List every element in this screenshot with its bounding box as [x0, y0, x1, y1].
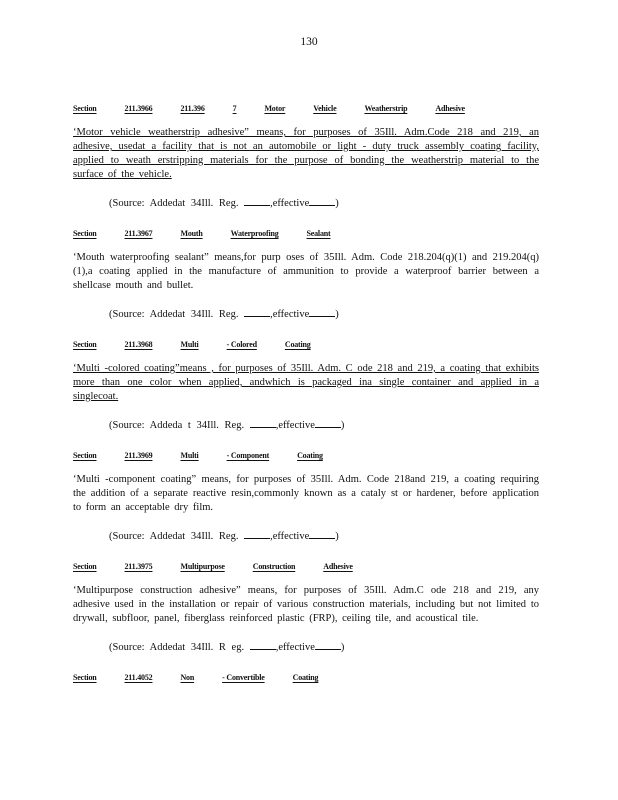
section-heading	[73, 340, 539, 349]
source-note: (Source: Addedat 34Ill. Reg. ,effective )	[109, 309, 339, 320]
source-word: 34Ill.	[190, 198, 219, 209]
heading-word: - Component	[226, 451, 270, 460]
source-note: (Source: Addedat 34Ill. Reg. ,effective )	[109, 198, 339, 209]
heading-word: Coating	[297, 451, 323, 460]
source-word: effective	[272, 309, 310, 320]
definition-paragraph	[73, 362, 539, 404]
heading-word: Construction	[252, 562, 296, 571]
source-word: 34Ill.	[196, 420, 225, 431]
source-note: (Source: Addedat 34Ill. R eg. ,effective )	[109, 642, 345, 653]
source-word: (Source:	[109, 198, 150, 209]
heading-word: 211.3969	[124, 451, 153, 460]
section-2	[73, 229, 539, 320]
source-note: (Source: Addeda t 34Ill. Reg. ,effective )	[109, 420, 345, 431]
blank-line	[309, 529, 335, 539]
source-word: effective	[272, 531, 310, 542]
heading-word: Weatherstrip	[364, 104, 408, 113]
definition-text: ‘Multi -colored coating”means , for purposes of 35Ill. Adm. C ode 218 and 219, a coating that exhibits more than one color when applied, andwhich is packaged ina single container and applied in a singlecoat.	[73, 363, 539, 402]
source-word: Reg.	[218, 198, 245, 209]
section-heading	[73, 229, 539, 238]
heading-word: Adhesive	[435, 104, 465, 113]
blank-line	[244, 529, 270, 539]
source-word: Addedat	[149, 198, 191, 209]
blank-line	[315, 640, 341, 650]
source-word: Addedat	[149, 531, 191, 542]
heading-word: - Colored	[226, 340, 257, 349]
source-word: Reg.	[218, 309, 245, 320]
heading-word: 211.3966	[124, 104, 153, 113]
heading-word: Waterproofing	[230, 229, 279, 238]
source-word: Reg.	[224, 420, 250, 431]
source-word: (Source:	[109, 642, 150, 653]
source-note: (Source: Addedat 34Ill. Reg. ,effective )	[109, 531, 339, 542]
source-word: effective	[278, 420, 315, 431]
source-word: (Source:	[109, 309, 150, 320]
definition-text: ‘Motor vehicle weatherstrip adhesive” means, for purposes of 35Ill. Adm.Code 218 and 219, an adhesive, usedat a facility that is not an automobile or light - duty truck assembly coating facility, applied to weath erstripping materials for the purpose of bonding the weatherstrip material to the surface of the vehicle.	[73, 127, 539, 180]
section-heading	[73, 104, 539, 113]
definition-paragraph	[73, 584, 539, 626]
heading-word: 211.3975	[124, 562, 153, 571]
page-number: 130	[300, 36, 318, 48]
source-word: R eg.	[218, 642, 250, 653]
heading-word: Section	[73, 451, 97, 460]
source-word: Reg.	[218, 531, 245, 542]
blank-line	[309, 196, 335, 206]
definition-paragraph	[73, 473, 539, 515]
section-3	[73, 340, 539, 431]
heading-word: Non	[180, 673, 195, 682]
section-1	[73, 104, 539, 209]
heading-word: Multi	[180, 340, 199, 349]
blank-line	[309, 307, 335, 317]
heading-word: - Convertible	[222, 673, 265, 682]
heading-word: Section	[73, 229, 97, 238]
source-word: effective	[272, 198, 310, 209]
source-word: Addedat	[149, 642, 191, 653]
source-word: (Source:	[109, 531, 150, 542]
heading-word: Motor	[264, 104, 286, 113]
heading-word: Coating	[284, 340, 311, 349]
blank-line	[250, 640, 276, 650]
heading-word: 211.3968	[124, 340, 153, 349]
blank-line	[250, 418, 276, 428]
heading-word: Section	[73, 104, 97, 113]
heading-word: 211.4052	[124, 673, 153, 682]
heading-word: Coating	[292, 673, 319, 682]
definition-text: ‘Mouth waterproofing sealant” means,for purp oses of 35Ill. Adm. Code 218.204(q)(1) and 219.204(q)(1),a coating applied in the manufacture of ammunition to provide a waterproof barrier between a shellcase mouth and bullet.	[73, 252, 539, 291]
heading-word: Section	[73, 340, 97, 349]
section-5	[73, 562, 539, 653]
section-6	[73, 673, 539, 682]
blank-line	[315, 418, 341, 428]
source-word: 34Ill.	[190, 309, 219, 320]
document-body	[73, 104, 539, 682]
section-4	[73, 451, 539, 542]
definition-text: ‘Multi -component coating” means, for purposes of 35Ill. Adm. Code 218and 219, a coating requiring the addition of a separate reactive resin,commonly known as a cataly st or hardener, before application to form an acceptable dry film.	[73, 474, 539, 513]
definition-paragraph	[73, 251, 539, 293]
definition-paragraph	[73, 126, 539, 182]
source-word: 34Ill.	[190, 531, 219, 542]
blank-line	[244, 196, 270, 206]
blank-line	[244, 307, 270, 317]
definition-text: ‘Multipurpose construction adhesive” means, for purposes of 35Ill. Adm.C ode 218 and 219, any adhesive used in the installation or repair of various construction materials, including but not limited to drywall, subfloor, panel, fiberglass reinforced plastic (FRP), ceiling tile, and acoustical tile.	[73, 585, 539, 624]
heading-word: 7	[232, 104, 237, 113]
heading-word: Sealant	[306, 229, 331, 238]
source-word: (Source:	[109, 420, 150, 431]
heading-word: Section	[73, 673, 97, 682]
source-word: 34Ill.	[190, 642, 219, 653]
section-heading	[73, 562, 539, 571]
heading-word: Adhesive	[323, 562, 353, 571]
source-word: effective	[278, 642, 315, 653]
heading-word: 211.3967	[124, 229, 153, 238]
heading-word: 211.396	[180, 104, 205, 113]
section-heading	[73, 673, 539, 682]
heading-word: Multi	[180, 451, 199, 460]
source-word: Addeda t	[149, 420, 197, 431]
section-heading	[73, 451, 539, 460]
heading-word: Section	[73, 562, 97, 571]
heading-word: Mouth	[180, 229, 203, 238]
heading-word: Multipurpose	[180, 562, 225, 571]
source-word: Addedat	[149, 309, 191, 320]
heading-word: Vehicle	[313, 104, 337, 113]
